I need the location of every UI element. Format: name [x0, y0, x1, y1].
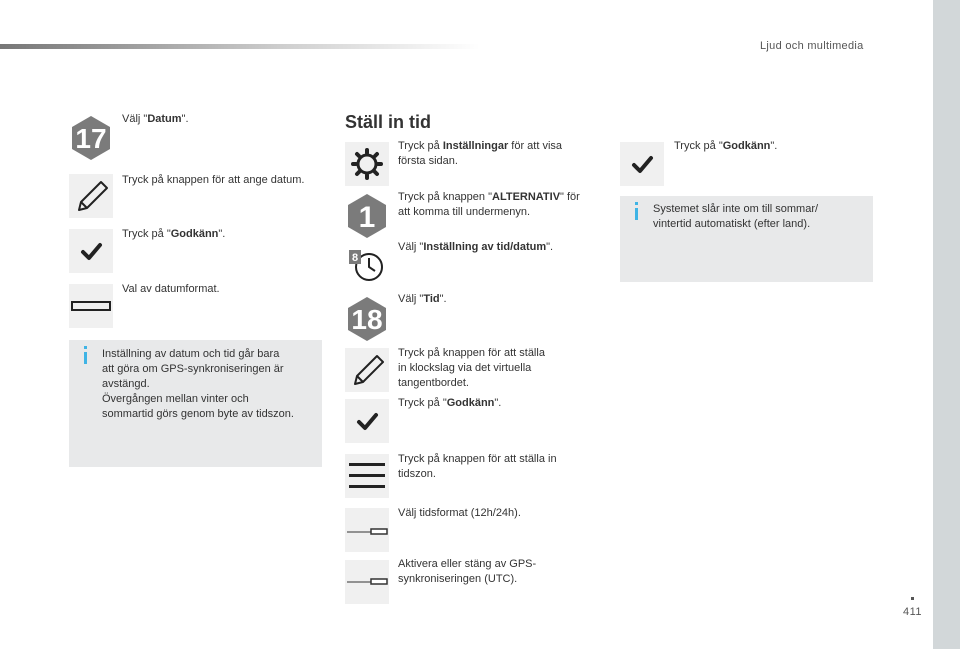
section-header: Ljud och multimedia — [760, 40, 864, 52]
pencil-icon — [69, 174, 113, 218]
step-text: Tryck på knappen för att ange datum. — [122, 174, 305, 186]
toggle-icon — [345, 508, 389, 552]
step-text: Välj "Tid". — [398, 293, 447, 305]
step-text: Tryck på Inställningar för att visa första sidan. — [398, 140, 563, 167]
svg-text:1: 1 — [358, 201, 376, 234]
step-text: Tryck på knappen för att ställa in klockslag via det virtuella tangentbordet. — [398, 347, 545, 389]
step-text: Tryck på knappen "ALTERNATIV" för att komma till undermenyn. — [398, 191, 580, 218]
step-text: Tryck på "Godkänn". — [122, 228, 226, 240]
timezone-icon-box — [345, 454, 389, 498]
step-text: Aktivera eller stäng av GPS- synkroniseringen (UTC). — [398, 558, 537, 585]
clock-icon-box — [345, 244, 389, 288]
note-text: Systemet slår inte om till sommar/ vintertid automatiskt (efter land). — [653, 203, 819, 230]
list-icon — [345, 454, 389, 498]
format-bar-icon — [69, 284, 113, 328]
page-number: 411 — [903, 606, 923, 618]
info-note-right — [620, 196, 873, 282]
toggle-icon — [345, 560, 389, 604]
step-badge-17 — [68, 115, 114, 161]
edit-icon-box — [69, 174, 113, 218]
info-icon-bar — [84, 352, 87, 364]
svg-text:8: 8 — [351, 252, 359, 264]
step-badge-18 — [344, 296, 390, 342]
info-icon — [635, 202, 638, 205]
step-text: Välj tidsformat (12h/24h). — [398, 507, 521, 519]
note-text: Inställning av datum och tid går bara att göra om GPS-synkroniseringen är avstängd. Övergången mellan vinter och sommartid görs genom byte av tidszon. — [102, 348, 294, 420]
format-icon-box — [69, 284, 113, 328]
step-text: Tryck på knappen för att ställa in tidszon. — [398, 453, 557, 480]
settings-icon-box — [345, 142, 389, 186]
pencil-icon — [345, 348, 389, 392]
svg-text:18: 18 — [351, 304, 383, 335]
gear-icon — [345, 142, 389, 186]
confirm-icon-box — [69, 229, 113, 273]
info-icon — [84, 346, 87, 349]
step-text: Välj "Inställning av tid/datum". — [398, 241, 554, 253]
step-badge-1 — [344, 193, 390, 239]
info-note-left — [69, 340, 322, 467]
checkmark-icon — [620, 142, 664, 186]
info-icon-bar — [635, 208, 638, 220]
step-text: Välj "Datum". — [122, 113, 189, 125]
step-text: Val av datumformat. — [122, 283, 220, 295]
svg-text:17: 17 — [75, 123, 107, 154]
section-title: Ställ in tid — [345, 112, 432, 132]
gps-toggle-box — [345, 560, 389, 604]
time-format-toggle-box — [345, 508, 389, 552]
step-text: Tryck på "Godkänn". — [398, 397, 502, 409]
confirm-icon-box — [345, 399, 389, 443]
checkmark-icon — [345, 399, 389, 443]
step-text: Tryck på "Godkänn". — [674, 140, 778, 152]
page-marker — [911, 597, 914, 600]
confirm-icon-box — [620, 142, 664, 186]
header-rule — [0, 44, 480, 49]
checkmark-icon — [69, 229, 113, 273]
edit-icon-box — [345, 348, 389, 392]
clock-icon — [345, 244, 389, 288]
page-sidebar — [933, 0, 960, 649]
